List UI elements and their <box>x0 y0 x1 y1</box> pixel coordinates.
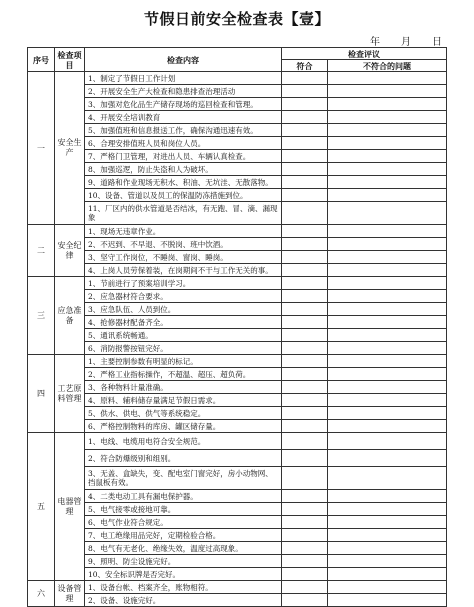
fail-issue-cell[interactable] <box>328 329 447 342</box>
fail-issue-cell[interactable] <box>328 420 447 433</box>
fail-issue-cell[interactable] <box>328 150 447 163</box>
table-row <box>28 450 447 467</box>
fail-issue-cell[interactable] <box>328 111 447 124</box>
table-row <box>28 251 447 264</box>
pass-cell[interactable] <box>282 503 328 516</box>
pass-cell[interactable] <box>282 137 328 150</box>
table-row <box>28 581 447 594</box>
pass-cell[interactable] <box>282 355 328 368</box>
section-project: 安全纪律 <box>55 225 85 277</box>
pass-cell[interactable] <box>282 176 328 189</box>
check-item: 2、严格工业指标操作，不超温、超压、超负荷。 <box>85 368 282 381</box>
check-item: 1、主要控制参数有明显的标记。 <box>85 355 282 368</box>
pass-cell[interactable] <box>282 529 328 542</box>
check-item: 5、加强值班和信息报送工作，确保沟通迅速有效。 <box>85 124 282 137</box>
check-item: 1、节前进行了预案培训学习。 <box>85 277 282 290</box>
header-seq: 序号 <box>28 48 55 72</box>
table-row <box>28 316 447 329</box>
header-pass: 符合 <box>282 60 328 72</box>
table-row <box>28 503 447 516</box>
pass-cell[interactable] <box>282 264 328 277</box>
table-row <box>28 225 447 238</box>
check-item: 3、加强对危化品生产储存现场的巡回检查和管理。 <box>85 98 282 111</box>
table-row <box>28 290 447 303</box>
fail-issue-cell[interactable] <box>328 568 447 581</box>
check-item: 3、各种物料计量准确。 <box>85 381 282 394</box>
section-project: 安全生产 <box>55 72 85 225</box>
fail-issue-cell[interactable] <box>328 342 447 355</box>
table-row <box>28 85 447 98</box>
table-row <box>28 433 447 450</box>
pass-cell[interactable] <box>282 394 328 407</box>
page-title: 节假日前安全检查表【壹】 <box>143 10 330 28</box>
fail-issue-cell[interactable] <box>328 467 447 490</box>
fail-issue-cell[interactable] <box>328 251 447 264</box>
table-row <box>28 355 447 368</box>
inspection-table <box>27 47 447 607</box>
fail-issue-cell[interactable] <box>328 368 447 381</box>
header-project: 检查项目 <box>55 48 85 72</box>
section-seq: 二 <box>28 225 55 277</box>
check-item: 3、坚守工作岗位，不睡岗、窗岗、睡岗。 <box>85 251 282 264</box>
fail-issue-cell[interactable] <box>328 433 447 450</box>
pass-cell[interactable] <box>282 581 328 594</box>
fail-issue-cell[interactable] <box>328 202 447 225</box>
table-row <box>28 594 447 607</box>
check-item: 2、不迟到、不早退、不脱岗、班中饮酒。 <box>85 238 282 251</box>
fail-issue-cell[interactable] <box>328 72 447 85</box>
check-item: 2、符合防爆级别和组别。 <box>85 450 282 467</box>
fail-issue-cell[interactable] <box>328 137 447 150</box>
section-project: 工艺原料管理 <box>55 355 85 433</box>
table-row <box>28 368 447 381</box>
pass-cell[interactable] <box>282 277 328 290</box>
section-seq: 五 <box>28 433 55 581</box>
section-project: 应急准备 <box>55 277 85 355</box>
pass-cell[interactable] <box>282 85 328 98</box>
check-item: 9、照明、防尘设施完好。 <box>85 555 282 568</box>
table-row <box>28 176 447 189</box>
table-row <box>28 420 447 433</box>
fail-issue-cell[interactable] <box>328 124 447 137</box>
check-item: 10、安全标识牌是否完好。 <box>85 568 282 581</box>
table-row <box>28 529 447 542</box>
table-row <box>28 555 447 568</box>
fail-issue-cell[interactable] <box>328 555 447 568</box>
table-row <box>28 72 447 85</box>
header-fail: 不符合的问题 <box>328 60 447 72</box>
table-row <box>28 467 447 490</box>
header-content: 检查内容 <box>85 48 282 72</box>
pass-cell[interactable] <box>282 72 328 85</box>
table-row <box>28 163 447 176</box>
check-item: 4、原料、辅料储存量满足节假日需求。 <box>85 394 282 407</box>
table-row <box>28 189 447 202</box>
table-row <box>28 124 447 137</box>
pass-cell[interactable] <box>282 124 328 137</box>
table-row <box>28 150 447 163</box>
table-row <box>28 277 447 290</box>
pass-cell[interactable] <box>282 542 328 555</box>
table-row <box>28 381 447 394</box>
table-row <box>28 264 447 277</box>
check-item: 1、制定了节假日工作计划 <box>85 72 282 85</box>
pass-cell[interactable] <box>282 516 328 529</box>
pass-cell[interactable] <box>282 316 328 329</box>
fail-issue-cell[interactable] <box>328 176 447 189</box>
section-seq: 一 <box>28 72 55 225</box>
check-item: 2、应急器材符合要求。 <box>85 290 282 303</box>
fail-issue-cell[interactable] <box>328 189 447 202</box>
check-item: 1、设备台帐、档案齐全，账物相符。 <box>85 581 282 594</box>
check-item: 6、电气作业符合规定。 <box>85 516 282 529</box>
pass-cell[interactable] <box>282 111 328 124</box>
fail-issue-cell[interactable] <box>328 303 447 316</box>
check-item: 6、合理安排值班人员和岗位人员。 <box>85 137 282 150</box>
check-item: 9、道路和作业现场无积水、积油、无坑洼、无散落物。 <box>85 176 282 189</box>
check-item: 1、电线、电缆用电符合安全规范。 <box>85 433 282 450</box>
fail-issue-cell[interactable] <box>328 225 447 238</box>
pass-cell[interactable] <box>282 202 328 225</box>
table-row <box>28 394 447 407</box>
check-item: 5、电气接零或接地可靠。 <box>85 503 282 516</box>
date-year-label: 年 <box>370 37 380 48</box>
pass-cell[interactable] <box>282 290 328 303</box>
check-item: 5、通讯系统畅通。 <box>85 329 282 342</box>
fail-issue-cell[interactable] <box>328 407 447 420</box>
section-project: 设备管理 <box>55 581 85 607</box>
pass-cell[interactable] <box>282 467 328 490</box>
pass-cell[interactable] <box>282 150 328 163</box>
table-row <box>28 98 447 111</box>
header-evaluation: 检查评议 <box>282 48 447 60</box>
pass-cell[interactable] <box>282 568 328 581</box>
pass-cell[interactable] <box>282 251 328 264</box>
date-month-label: 月 <box>401 37 411 48</box>
table-row <box>28 542 447 555</box>
check-item: 6、严格控制物料的库房、罐区储存量。 <box>85 420 282 433</box>
table-row <box>28 490 447 503</box>
pass-cell[interactable] <box>282 450 328 467</box>
table-row <box>28 303 447 316</box>
check-item: 7、电工绝缘用品完好，定期检验合格。 <box>85 529 282 542</box>
table-row <box>28 137 447 150</box>
check-item: 10、设备、管道以及员工的保温防冻措施到位。 <box>85 189 282 202</box>
fail-issue-cell[interactable] <box>328 264 447 277</box>
table-row <box>28 329 447 342</box>
pass-cell[interactable] <box>282 329 328 342</box>
check-item: 3、无盖、盒缺失，变、配电室门窗完好，房小动物网、挡鼠板有效。 <box>85 467 282 490</box>
section-seq: 三 <box>28 277 55 355</box>
check-item: 7、严格门卫管理，对进出人员、车辆认真检查。 <box>85 150 282 163</box>
check-item: 6、消防报警按钮完好。 <box>85 342 282 355</box>
fail-issue-cell[interactable] <box>328 163 447 176</box>
fail-issue-cell[interactable] <box>328 529 447 542</box>
fail-issue-cell[interactable] <box>328 290 447 303</box>
table-row <box>28 238 447 251</box>
check-item: 2、开展安全生产大检查和隐患排查治理活动 <box>85 85 282 98</box>
pass-cell[interactable] <box>282 381 328 394</box>
table-row <box>28 516 447 529</box>
pass-cell[interactable] <box>282 238 328 251</box>
pass-cell[interactable] <box>282 163 328 176</box>
pass-cell[interactable] <box>282 342 328 355</box>
check-item: 2、设备、设施完好。 <box>85 594 282 607</box>
check-item: 8、加强巡逻，防止失盗和人为破坏。 <box>85 163 282 176</box>
section-project: 电器管理 <box>55 433 85 581</box>
pass-cell[interactable] <box>282 433 328 450</box>
check-item: 8、电气有无老化、绝缘失效，温度过高现象。 <box>85 542 282 555</box>
fail-issue-cell[interactable] <box>328 98 447 111</box>
table-row <box>28 111 447 124</box>
fail-issue-cell[interactable] <box>328 516 447 529</box>
fail-issue-cell[interactable] <box>328 85 447 98</box>
fail-issue-cell[interactable] <box>328 316 447 329</box>
pass-cell[interactable] <box>282 189 328 202</box>
check-item: 4、抢修器材配备齐全。 <box>85 316 282 329</box>
fail-issue-cell[interactable] <box>328 450 447 467</box>
pass-cell[interactable] <box>282 368 328 381</box>
table-row <box>28 407 447 420</box>
check-item: 4、开展安全培训教育 <box>85 111 282 124</box>
pass-cell[interactable] <box>282 98 328 111</box>
table-row <box>28 342 447 355</box>
check-item: 1、现场无违章作业。 <box>85 225 282 238</box>
fail-issue-cell[interactable] <box>328 542 447 555</box>
pass-cell[interactable] <box>282 490 328 503</box>
fail-issue-cell[interactable] <box>328 381 447 394</box>
fail-issue-cell[interactable] <box>328 594 447 607</box>
pass-cell[interactable] <box>282 303 328 316</box>
fail-issue-cell[interactable] <box>328 277 447 290</box>
fail-issue-cell[interactable] <box>328 503 447 516</box>
fail-issue-cell[interactable] <box>328 355 447 368</box>
check-item: 3、应急队伍、人员到位。 <box>85 303 282 316</box>
fail-issue-cell[interactable] <box>328 238 447 251</box>
pass-cell[interactable] <box>282 420 328 433</box>
pass-cell[interactable] <box>282 407 328 420</box>
table-row <box>28 202 447 225</box>
check-item: 5、供水、供电、供气等系统稳定。 <box>85 407 282 420</box>
pass-cell[interactable] <box>282 555 328 568</box>
check-item: 11、厂区内的供水管道是否结冰，有无跑、冒、滴、漏现象 <box>85 202 282 225</box>
pass-cell[interactable] <box>282 225 328 238</box>
date-day-label: 日 <box>432 37 442 48</box>
section-seq: 六 <box>28 581 55 607</box>
check-item: 4、二类电动工具有漏电保护器。 <box>85 490 282 503</box>
fail-issue-cell[interactable] <box>328 581 447 594</box>
table-row <box>28 568 447 581</box>
pass-cell[interactable] <box>282 594 328 607</box>
fail-issue-cell[interactable] <box>328 490 447 503</box>
check-item: 4、上岗人员劳保着装，在岗期间不干与工作无关的事。 <box>85 264 282 277</box>
section-seq: 四 <box>28 355 55 433</box>
fail-issue-cell[interactable] <box>328 394 447 407</box>
